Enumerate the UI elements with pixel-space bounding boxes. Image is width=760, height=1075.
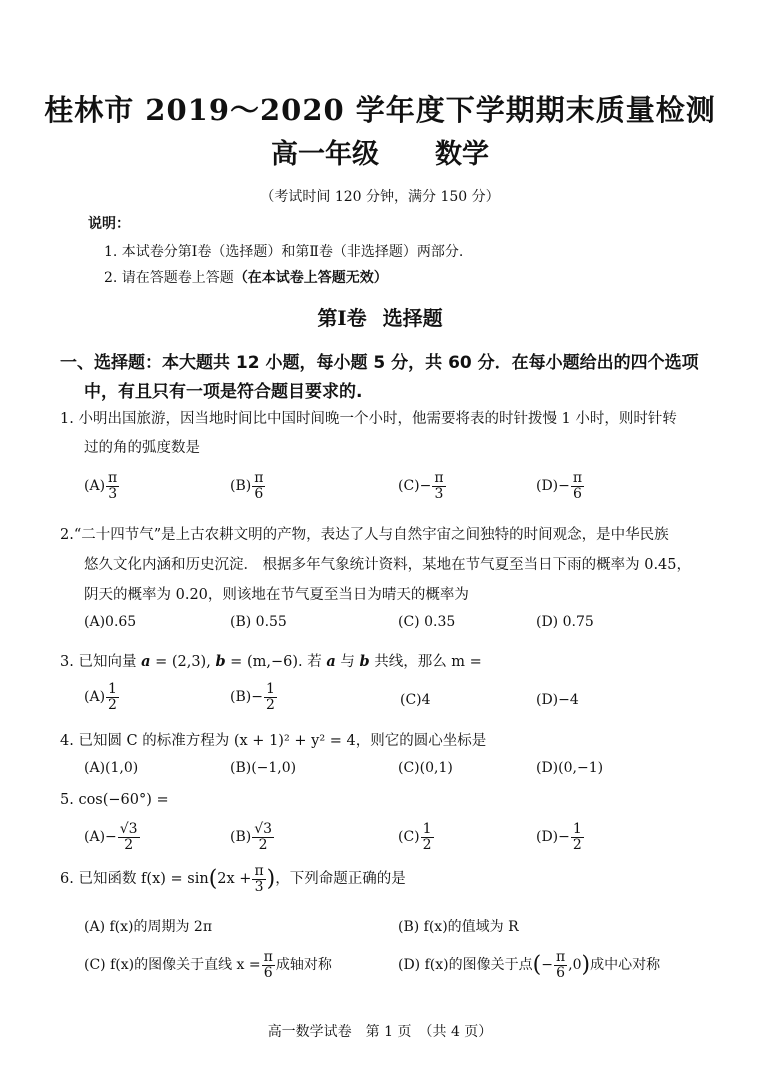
- q4-option-d: (D)(0,−1): [536, 760, 604, 776]
- q6-option-c-suffix: 成轴对称: [275, 957, 332, 974]
- q3-tail: 共线，那么 m =: [369, 654, 482, 670]
- q1-a-num: π: [108, 470, 118, 486]
- q6-c-pi: π: [263, 949, 273, 965]
- part-heading-line-1: 一、选择题：本大题共 12 小题，每小题 5 分，共 60 分．在每小题给出的四个选项: [60, 353, 699, 373]
- q5-b-den: 2: [258, 836, 268, 853]
- q5-option-c: [398, 822, 435, 852]
- q3-a-num: 1: [108, 681, 117, 697]
- q3-option-b-label: (B)−: [230, 689, 263, 706]
- q5-stem: 5. cos(−60°) =: [60, 792, 169, 808]
- q1-option-b: [230, 471, 266, 501]
- q5-option-c-fraction: [421, 822, 434, 852]
- q3-option-c: (C)4: [400, 692, 431, 708]
- q1-d-den: 6: [573, 485, 582, 502]
- q6-three: 3: [254, 878, 264, 895]
- q4-option-b: (B)(−1,0): [230, 760, 297, 776]
- q6-pi-over-3: [252, 864, 265, 894]
- q1-option-d: [536, 471, 585, 501]
- q1-option-c-fraction: [432, 471, 445, 501]
- q6-d-left-paren: (: [532, 952, 542, 978]
- q1-line-1: 1. 小明出国旅游，因当地时间比中国时间晚一个小时，他需要将表的时针拨慢 1 小时，则时针转: [60, 411, 677, 427]
- q1-option-a: [84, 471, 120, 501]
- q6-pi: π: [254, 863, 264, 879]
- q1-a-den: 3: [108, 485, 118, 502]
- q3-option-a-fraction: [106, 682, 119, 712]
- q1-option-d-label: (D)−: [536, 478, 570, 495]
- q3-option-d: (D)−4: [536, 692, 579, 708]
- q3-option-b: [230, 682, 278, 712]
- q5-a-den: 2: [124, 836, 134, 853]
- q6-c-six: 6: [263, 964, 273, 981]
- q6-option-d: [398, 950, 660, 980]
- q5-option-b: [230, 822, 275, 852]
- q5-c-num: 1: [422, 821, 432, 837]
- q6-d-pi: π: [555, 949, 566, 965]
- q2-option-b: (B) 0.55: [230, 614, 287, 630]
- q4-option-a: (A)(1,0): [84, 760, 139, 776]
- q1-c-den: 3: [434, 485, 444, 502]
- exam-time-note: （考试时间 120 分钟，满分 150 分）: [260, 189, 500, 205]
- q6-stem: [60, 864, 406, 894]
- instruction-item-2-emphasis: （在本试卷上答题无效）: [233, 270, 388, 286]
- q5-c-den: 2: [422, 836, 432, 853]
- q3-vector-b: b: [215, 653, 226, 670]
- q3-option-a: [84, 682, 120, 712]
- q2-line-3: 阴天的概率为 0.20，则该地在节气夏至当日为晴天的概率为: [84, 587, 469, 603]
- grade-label: 高一年级: [271, 139, 379, 170]
- subject-label: 数学: [435, 139, 489, 170]
- q1-option-b-fraction: [252, 471, 265, 501]
- q5-d-num: 1: [572, 821, 582, 837]
- q6-d-right-paren: ): [581, 952, 591, 978]
- q3-prefix: 3. 已知向量: [60, 654, 142, 670]
- q6-suffix: ，下列命题正确的是: [275, 871, 406, 888]
- q6-right-paren: ): [266, 866, 276, 892]
- q1-option-a-fraction: [106, 471, 119, 501]
- instruction-item-2-text: 2. 请在答题卷上答题: [104, 270, 234, 286]
- q6-c-fraction: [262, 950, 275, 980]
- q1-option-a-label: (A): [84, 478, 106, 495]
- q5-option-d-fraction: [571, 822, 584, 852]
- q3-stem: [60, 650, 482, 671]
- q1-line-2: 过的角的弧度数是: [84, 440, 200, 456]
- q4-stem: 4. 已知圆 C 的标准方程为 (x + 1)² + y² = 4，则它的圆心坐标是: [60, 733, 487, 749]
- q1-b-den: 6: [254, 485, 264, 502]
- q3-eq1: = (2,3),: [150, 654, 216, 670]
- q3-vector-b-2: b: [359, 653, 370, 670]
- q1-c-num: π: [434, 470, 444, 486]
- q6-d-minus: −: [541, 957, 553, 974]
- q5-b-num: √3: [254, 821, 273, 837]
- grade-subject-title: [0, 132, 760, 171]
- q1-b-num: π: [254, 470, 264, 486]
- q6-d-point: ,0: [568, 957, 582, 974]
- q5-d-den: 2: [572, 836, 582, 853]
- instructions-heading: 说明：: [88, 216, 130, 232]
- q5-a-num: √3: [119, 821, 138, 837]
- q5-option-b-label: (B): [230, 829, 252, 846]
- q3-b-den: 2: [265, 696, 275, 713]
- exam-title: 桂林市 2019～2020 学年度下学期期末质量检测: [44, 93, 716, 127]
- q6-option-c-text: (C) f(x)的图像关于直线 x =: [84, 957, 261, 974]
- q3-option-b-fraction: [264, 682, 277, 712]
- q3-vector-a: a: [141, 653, 151, 670]
- q1-option-c: [398, 471, 447, 501]
- q3-option-a-label: (A): [84, 689, 106, 706]
- q3-eq2: = (m,−6). 若: [225, 654, 327, 670]
- q3-vector-a-2: a: [326, 653, 336, 670]
- q3-mid: 与: [335, 654, 360, 670]
- part-heading-line-2: 中，有且只有一项是符合题目要求的.: [84, 382, 363, 402]
- section-label: 第Ⅰ卷: [317, 306, 367, 330]
- q6-arg: 2x +: [217, 871, 252, 888]
- q5-option-d-label: (D)−: [536, 829, 570, 846]
- instruction-item-1: 1. 本试卷分第Ⅰ卷（选择题）和第Ⅱ卷（非选择题）两部分.: [104, 244, 464, 260]
- q2-option-a: (A)0.65: [84, 614, 137, 630]
- q6-d-six: 6: [556, 964, 565, 981]
- q2-line-1: 2.“二十四节气”是上古农耕文明的产物，表达了人与自然宇宙之间独特的时间观念，是中华民族: [60, 527, 669, 543]
- section-title: [0, 302, 760, 331]
- q2-option-d: (D) 0.75: [536, 614, 594, 630]
- q6-d-fraction: [554, 950, 567, 980]
- q1-d-num: π: [572, 470, 583, 486]
- q6-option-a: (A) f(x)的周期为 2π: [84, 919, 213, 935]
- q6-left-paren: (: [208, 866, 218, 892]
- q6-option-d-suffix: 成中心对称: [590, 957, 661, 974]
- q3-a-den: 2: [108, 696, 117, 713]
- q5-option-a: [84, 822, 141, 852]
- q6-option-b: (B) f(x)的值域为 R: [398, 919, 519, 935]
- q1-option-d-fraction: [571, 471, 584, 501]
- q1-option-c-label: (C)−: [398, 478, 432, 495]
- q2-option-c: (C) 0.35: [398, 614, 456, 630]
- q5-option-d: [536, 822, 585, 852]
- q6-option-d-text: (D) f(x)的图像关于点: [398, 957, 533, 974]
- q1-option-b-label: (B): [230, 478, 252, 495]
- q3-b-num: 1: [265, 681, 275, 697]
- q5-option-a-fraction: [118, 822, 140, 852]
- q6-option-c: [84, 950, 332, 980]
- instruction-item-2: [104, 267, 388, 287]
- q5-option-c-label: (C): [398, 829, 420, 846]
- q4-option-c: (C)(0,1): [398, 760, 453, 776]
- q6-prefix: 6. 已知函数 f(x) = sin: [60, 871, 209, 888]
- section-name: 选择题: [382, 306, 443, 330]
- q5-option-a-label: (A)−: [84, 829, 117, 846]
- q5-option-b-fraction: [252, 822, 274, 852]
- q2-line-2: 悠久文化内涵和历史沉淀． 根据多年气象统计资料，某地在节气夏至当日下雨的概率为 0.45，: [84, 557, 691, 573]
- page-footer: 高一数学试卷 第 1 页 （共 4 页）: [267, 1024, 493, 1040]
